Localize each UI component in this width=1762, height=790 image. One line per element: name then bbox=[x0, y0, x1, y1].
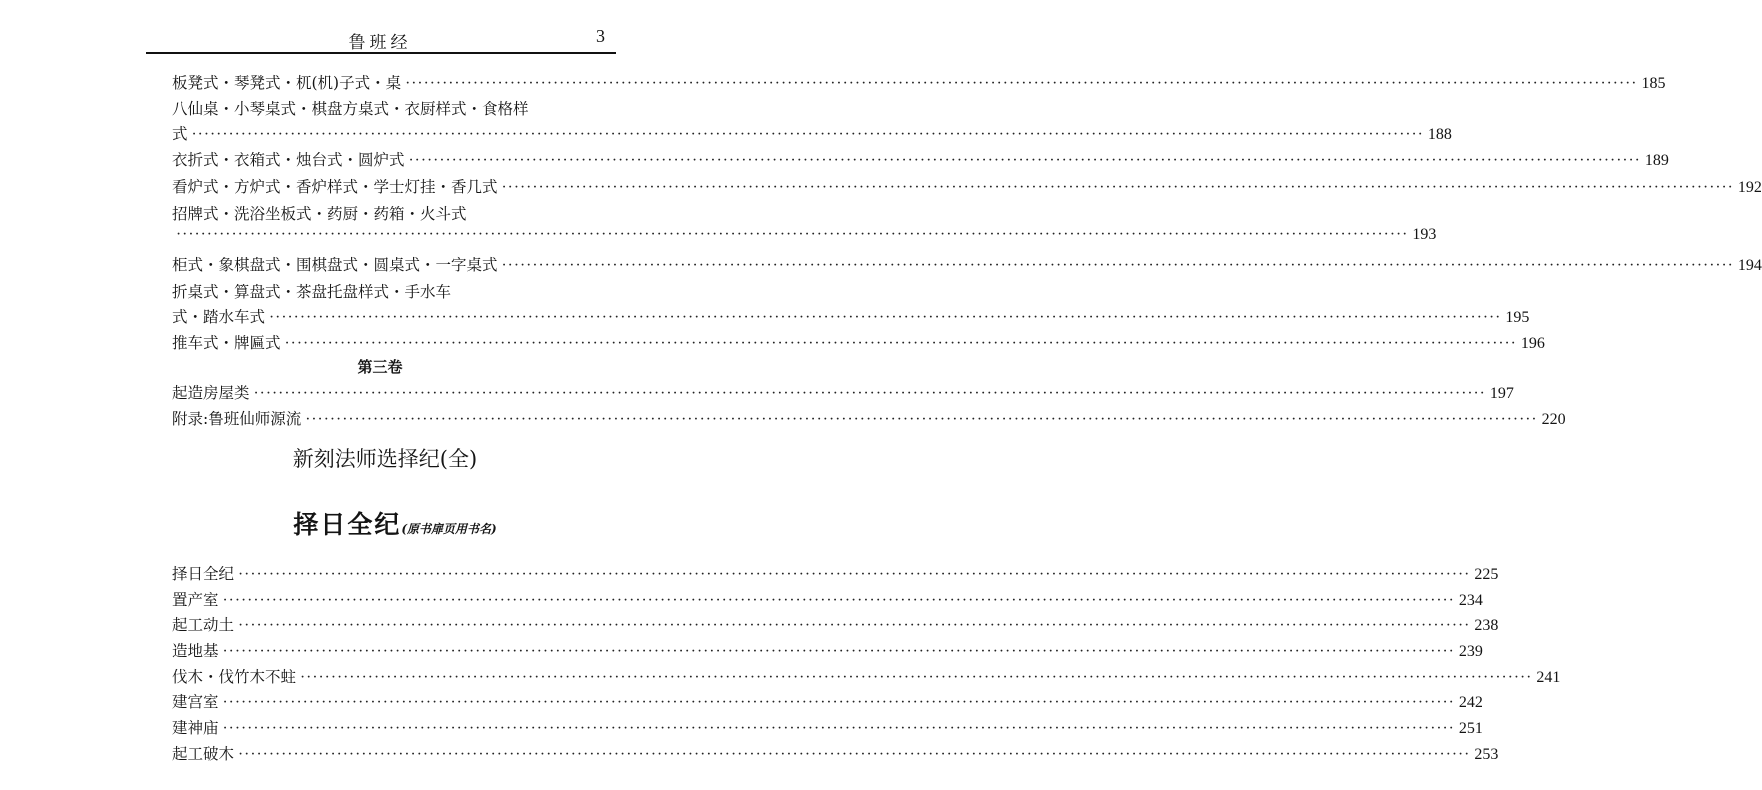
toc-entry bbox=[172, 331, 1545, 355]
toc-entry-title: 柜式・象棋盘式・围棋盘式・圆桌式・一字桌式 bbox=[172, 256, 498, 274]
toc-leader-dots: ········································································································································································································ bbox=[176, 226, 1409, 243]
volume-title: 第三卷 bbox=[357, 358, 403, 376]
toc-leader-dots: ········································································································································································································ bbox=[191, 126, 1424, 143]
toc-leader-dots: ········································································································································································································ bbox=[238, 746, 1471, 763]
toc-page-number: 225 bbox=[1474, 566, 1499, 583]
book-title-note: (原书扉页用书名) bbox=[401, 522, 497, 536]
toc-entry bbox=[172, 280, 618, 304]
toc-page-number: 253 bbox=[1474, 746, 1499, 763]
toc-entry-title: 式 bbox=[172, 125, 188, 143]
toc-page-number: 194 bbox=[1737, 257, 1762, 274]
book-title-main: 择日全纪 bbox=[293, 510, 402, 539]
toc-entry-title: 造地基 bbox=[172, 642, 219, 660]
toc-entry-title: 板凳式・琴凳式・杌(机)子式・桌 bbox=[172, 74, 402, 92]
toc-page-number: 189 bbox=[1644, 152, 1669, 169]
toc-entry-title: 起造房屋类 bbox=[172, 384, 250, 402]
toc-entry bbox=[172, 562, 1499, 586]
toc-leader-dots: ········································································································································································································ bbox=[501, 257, 1734, 274]
toc-entry-title: 建神庙 bbox=[172, 719, 219, 737]
toc-leader-dots: ········································································································································································································ bbox=[284, 335, 1517, 352]
toc-entry bbox=[172, 97, 618, 121]
toc-entry-title: 八仙桌・小琴桌式・棋盘方桌式・衣厨样式・食格样 bbox=[172, 100, 529, 118]
toc-page-number: 251 bbox=[1458, 720, 1483, 737]
toc-page-number: 192 bbox=[1737, 179, 1762, 196]
toc-entry bbox=[172, 226, 1437, 250]
toc-entry bbox=[172, 305, 1530, 329]
running-header-title: 鲁班经 bbox=[348, 33, 412, 53]
toc-entry-title: 起工动土 bbox=[172, 616, 235, 634]
toc-leader-dots: ········································································································································································································ bbox=[305, 411, 1538, 428]
toc-page-number: 242 bbox=[1458, 694, 1483, 711]
toc-entry bbox=[172, 71, 1666, 95]
toc-entry-title: 折桌式・算盘式・茶盘托盘样式・手水车 bbox=[172, 283, 452, 301]
toc-entry-title: 推车式・牌匾式 bbox=[172, 334, 281, 352]
toc-entry bbox=[172, 742, 1499, 766]
toc-page-number: 188 bbox=[1427, 126, 1452, 143]
toc-entry bbox=[172, 122, 1452, 146]
toc-entry bbox=[172, 588, 1483, 612]
toc-entry bbox=[172, 253, 1762, 277]
toc-leader-dots: ········································································································································································································ bbox=[222, 720, 1455, 737]
toc-entry-title: 式・踏水车式 bbox=[172, 308, 266, 326]
toc-leader-dots: ········································································································································································································ bbox=[222, 694, 1455, 711]
page-number: 3 bbox=[596, 26, 605, 46]
toc-leader-dots: ········································································································································································································ bbox=[405, 75, 1638, 92]
toc-entry bbox=[172, 665, 1561, 689]
toc-page-number: 196 bbox=[1520, 335, 1545, 352]
toc-page-number: 234 bbox=[1458, 592, 1483, 609]
toc-page-number: 238 bbox=[1474, 617, 1499, 634]
toc-entry-title: 起工破木 bbox=[172, 745, 235, 763]
toc-entry bbox=[172, 381, 1514, 405]
toc-leader-dots: ········································································································································································································ bbox=[501, 179, 1734, 196]
toc-leader-dots: ········································································································································································································ bbox=[253, 385, 1486, 402]
toc-entry-title: 看炉式・方炉式・香炉样式・学士灯挂・香几式 bbox=[172, 178, 498, 196]
toc-entry bbox=[172, 716, 1483, 740]
toc-leader-dots: ········································································································································································································ bbox=[238, 566, 1471, 583]
toc-entry bbox=[172, 202, 618, 226]
section-title: 新刻法师选择纪(全) bbox=[292, 447, 478, 471]
toc-page-number: 195 bbox=[1505, 309, 1530, 326]
toc-leader-dots: ········································································································································································································ bbox=[300, 669, 1533, 686]
toc-page-number: 239 bbox=[1458, 643, 1483, 660]
toc-page-number: 241 bbox=[1536, 669, 1561, 686]
toc-leader-dots: ········································································································································································································ bbox=[408, 152, 1641, 169]
toc-entry-title: 附录:鲁班仙师源流 bbox=[172, 410, 302, 428]
toc-page-number: 197 bbox=[1489, 385, 1514, 402]
toc-entry-title: 伐木・伐竹木不蛀 bbox=[172, 668, 297, 686]
toc-leader-dots: ········································································································································································································ bbox=[222, 643, 1455, 660]
toc-entry-title: 招牌式・洗浴坐板式・药厨・药箱・火斗式 bbox=[172, 205, 467, 223]
toc-entry-title: 置产室 bbox=[172, 591, 219, 609]
toc-page-number: 193 bbox=[1412, 226, 1437, 243]
toc-entry bbox=[172, 148, 1669, 172]
toc-entry bbox=[172, 690, 1483, 714]
book-title bbox=[245, 505, 545, 541]
toc-page-number: 220 bbox=[1541, 411, 1566, 428]
toc-entry bbox=[172, 639, 1483, 663]
toc-entry bbox=[172, 407, 1566, 431]
toc-page-number: 185 bbox=[1641, 75, 1666, 92]
toc-entry bbox=[172, 175, 1762, 199]
toc-entry-title: 建宫室 bbox=[172, 693, 219, 711]
toc-entry bbox=[172, 613, 1499, 637]
toc-leader-dots: ········································································································································································································ bbox=[222, 592, 1455, 609]
toc-leader-dots: ········································································································································································································ bbox=[269, 309, 1502, 326]
toc-entry-title: 衣折式・衣箱式・烛台式・圆炉式 bbox=[172, 151, 405, 169]
toc-entry-title: 择日全纪 bbox=[172, 565, 235, 583]
toc-leader-dots: ········································································································································································································ bbox=[238, 617, 1471, 634]
header-rule bbox=[146, 52, 616, 54]
